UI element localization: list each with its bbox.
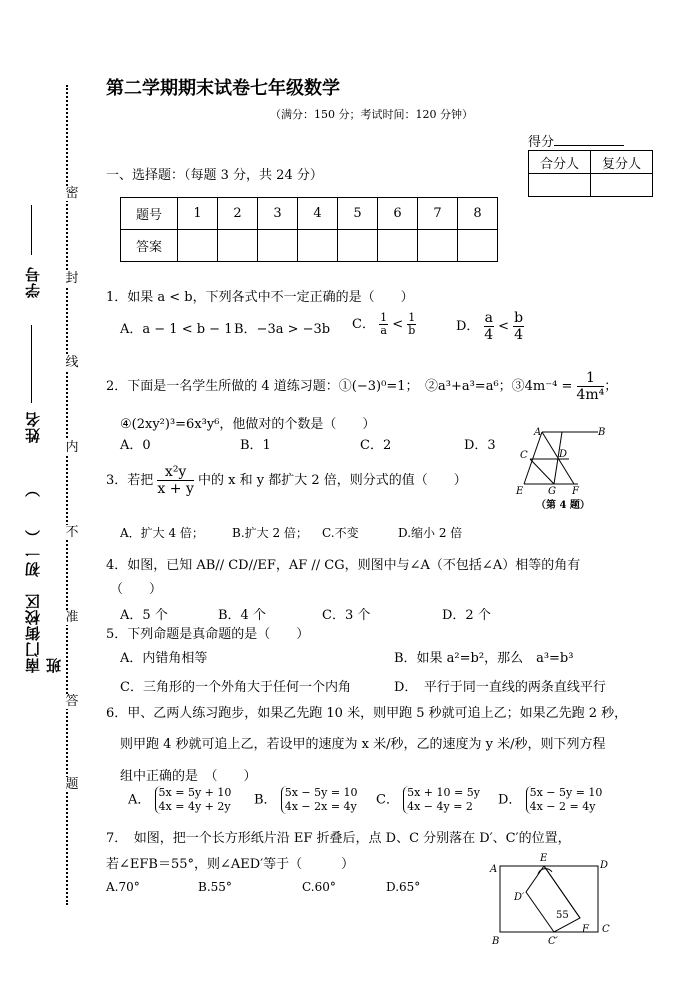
binding-char: 密 [65, 186, 79, 201]
fig-label: A [534, 427, 542, 438]
exam-info: （满分：150 分；考试时间：120 分钟） [270, 108, 473, 121]
question-number: 6 [378, 198, 418, 230]
option-label: C． [376, 792, 399, 808]
fig-label: 55 [556, 910, 569, 921]
q1-option-a: A．a − 1 < b − 1 [120, 322, 233, 337]
question-number: 4 [298, 198, 338, 230]
student-id-label: 学号 [24, 266, 42, 298]
q6-option-a [128, 786, 231, 814]
equation: 5x = 5y + 10 [158, 786, 232, 799]
score-table [528, 150, 653, 197]
q5-option-c: C．三角形的一个外角大于任何一个内角 [120, 680, 351, 695]
fig-label: D [600, 860, 609, 871]
denominator: a [380, 324, 387, 337]
equation-system [281, 786, 358, 814]
fig-label: D [559, 449, 568, 460]
binding-char: 准 [65, 610, 79, 625]
answer-table-row-label: 题号 [121, 198, 178, 230]
q4-figure [514, 424, 614, 514]
q3-option-c: C.不变 [322, 526, 359, 540]
equation: 5x − 5y = 10 [529, 786, 603, 799]
class-label: 南门街校区 初一（ ）班 [24, 488, 63, 673]
angle-arc [538, 869, 552, 874]
denominator: 4 [484, 327, 494, 343]
q1-option-b: B．−3a > −3b [234, 322, 331, 337]
q1-option-c: C． $\frac{1}{a}$ < $\frac{1}{b}$ [352, 311, 416, 337]
q6-option-c [376, 786, 480, 814]
fig-label: B [492, 936, 500, 944]
q2-stem-text: 2．下面是一名学生所做的 4 道练习题：①(−3)⁰=1； ②a³+a³=a⁶；③4m⁻⁴ = [106, 379, 573, 394]
option-label: D． [456, 319, 480, 334]
q7-option-b: B.55° [198, 880, 232, 894]
q5-option-b: B．如果 a²=b²，那么 a³=b³ [394, 651, 574, 666]
score-table-header: 复分人 [591, 151, 653, 174]
student-id-line [31, 205, 32, 255]
line-cg [530, 459, 554, 484]
fig-caption: （第 4 题） [536, 500, 590, 511]
question-6-line1: 6．甲、乙两人练习跑步，如果乙先跑 10 米，则甲跑 5 秒就可追上乙；如果乙先跑 2 秒， [106, 706, 628, 721]
score-field [528, 131, 624, 150]
question-5-stem: 5．下列命题是真命题的是（ ） [106, 627, 310, 642]
question-number: 2 [218, 198, 258, 230]
q2-option-d: D．3 [464, 438, 496, 453]
numerator: b [514, 310, 524, 326]
score-cell[interactable] [529, 174, 591, 197]
fig-label: A [490, 864, 498, 875]
q7-option-d: D.65° [386, 880, 421, 894]
score-table-header: 合分人 [529, 151, 591, 174]
name-label: 姓名 [24, 411, 42, 443]
q4-option-a: A．5 个 [120, 608, 168, 623]
question-6-line3: 组中正确的是 （ ） [120, 769, 257, 784]
q7-option-c: C.60° [302, 880, 336, 894]
answer-cell[interactable] [418, 230, 458, 262]
binding-char: 线 [65, 355, 79, 370]
equation: 5x + 10 = 5y [407, 786, 480, 799]
score-cell[interactable] [591, 174, 653, 197]
fraction [157, 464, 193, 497]
question-3-stem [106, 464, 467, 497]
option-label: D． [498, 792, 522, 808]
fig-label: E [516, 486, 524, 497]
question-6-line2: 则甲跑 4 秒就可追上乙，若设甲的速度为 x 米/秒，乙的速度为 y 米/秒，则下列方程 [120, 737, 606, 752]
fig-label: C′ [548, 936, 558, 944]
q4-option-b: B．4 个 [218, 608, 266, 623]
fig-label: G [548, 486, 556, 497]
q2-option-a: A．0 [120, 438, 151, 453]
denominator: 4 [514, 327, 524, 343]
equation: 4x = 4y + 2y [158, 800, 231, 813]
question-1-stem: 1．如果 a < b，下列各式中不一定正确的是（ ） [106, 290, 414, 305]
question-number: 7 [418, 198, 458, 230]
answer-cell[interactable] [258, 230, 298, 262]
q6-option-b [254, 786, 358, 814]
q4-option-d: D．2 个 [442, 608, 491, 623]
q3-tail: 中的 x 和 y 都扩大 2 倍，则分式的值（ ） [198, 473, 467, 488]
q5-option-a: A．内错角相等 [120, 651, 208, 666]
q3-option-d: D.缩小 2 倍 [398, 526, 463, 540]
score-label: 得分 [528, 135, 555, 150]
name-line [31, 325, 32, 403]
answer-cell[interactable] [218, 230, 258, 262]
fig-label: B [598, 427, 606, 438]
q3-option-a: A．扩大 4 倍； [120, 526, 204, 540]
q3-lead: 3．若把 [106, 473, 154, 488]
section-heading: 一、选择题：（每题 3 分，共 24 分） [106, 168, 323, 183]
page-title: 第二学期期末试卷七年级数学 [106, 78, 340, 99]
fig-label: E [540, 853, 548, 864]
option-label: C． [352, 317, 375, 332]
q1-option-d: D． $\frac{a}{4}$ < $\frac{b}{4}$ [456, 310, 524, 343]
fraction [407, 312, 416, 337]
numerator: 1 [577, 370, 605, 387]
binding-char: 不 [65, 525, 79, 540]
fig-label: D′ [514, 892, 525, 903]
fig-label: F [582, 924, 589, 935]
equation-system [526, 786, 603, 814]
question-7-line2: 若∠EFB＝55°，则∠AED′等于（ ） [106, 857, 355, 872]
denominator: 4m⁴ [576, 387, 605, 403]
answer-cell[interactable] [378, 230, 418, 262]
question-number: 5 [338, 198, 378, 230]
answer-cell[interactable] [178, 230, 218, 262]
option-label: B． [254, 792, 277, 808]
question-4-stem: 4．如图，已知 AB// CD//EF，AF // CG，则图中与∠A（不包括∠A）相等的角有 [106, 558, 581, 573]
q5-option-d: D． 平行于同一直线的两条直线平行 [394, 680, 606, 695]
answer-table [120, 197, 498, 262]
q2-option-c: C．2 [360, 438, 392, 453]
option-label: A． [128, 792, 151, 808]
fig-label: C [602, 924, 610, 935]
numerator: x²y [157, 464, 193, 481]
answer-cell[interactable] [298, 230, 338, 262]
q6-option-d [498, 786, 602, 814]
numerator: 1 [380, 311, 388, 324]
q7-figure [486, 848, 616, 944]
q3-option-b: B.扩大 2 倍； [232, 526, 308, 540]
equation-system [155, 786, 232, 814]
folded-flap [526, 866, 580, 932]
q2-option-b: B．1 [240, 438, 271, 453]
question-4-paren: （ ） [110, 582, 163, 597]
score-blank[interactable] [554, 133, 624, 146]
denominator: x + y [157, 481, 194, 497]
fraction [577, 370, 605, 403]
binding-char: 答 [65, 694, 79, 709]
answer-cell[interactable] [458, 230, 498, 262]
question-2-line2: ④(2xy²)³=6x³y⁶，他做对的个数是（ ） [120, 417, 376, 432]
question-7-line1: 7． 如图，把一个长方形纸片沿 EF 折叠后，点 D、C 分别落在 D′、C′的位置， [106, 831, 571, 846]
denominator: b [408, 324, 416, 337]
fig-label: F [572, 486, 579, 497]
question-number: 8 [458, 198, 498, 230]
question-2-stem [106, 370, 617, 403]
question-number: 3 [258, 198, 298, 230]
numerator: 1 [408, 311, 416, 324]
answer-table-row-label: 答案 [121, 230, 178, 262]
fig-label: C [520, 450, 528, 461]
binding-char: 题 [65, 777, 79, 792]
q4-option-c: C．3 个 [322, 608, 371, 623]
q7-option-a: A.70° [106, 880, 140, 894]
equation: 4x − 2x = 4y [284, 800, 357, 813]
equation: 4x − 2 = 4y [529, 800, 596, 813]
binding-char: 内 [65, 440, 79, 455]
answer-cell[interactable] [338, 230, 378, 262]
binding-char: 封 [65, 271, 79, 286]
equation: 4x − 4y = 2 [407, 800, 473, 813]
fraction [379, 312, 388, 337]
equation-system [403, 786, 480, 814]
numerator: a [484, 310, 493, 326]
q2-tail: ； [604, 379, 618, 394]
fraction [484, 310, 494, 343]
fraction [513, 310, 524, 343]
question-number: 1 [178, 198, 218, 230]
equation: 5x − 5y = 10 [284, 786, 358, 799]
